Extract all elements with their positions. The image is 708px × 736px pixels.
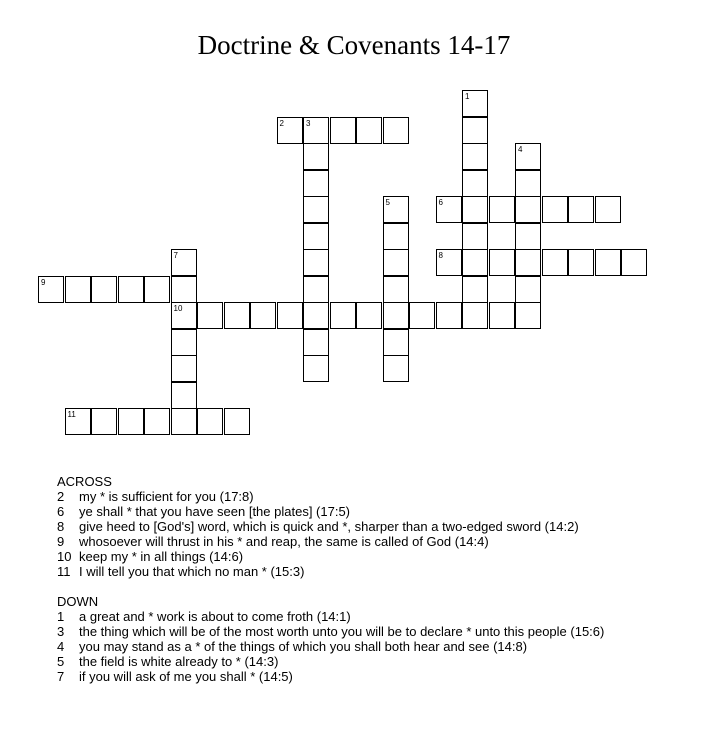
grid-cell[interactable]: [489, 249, 515, 276]
grid-cell[interactable]: [409, 302, 435, 329]
grid-cell[interactable]: [542, 196, 568, 223]
clue-text: you may stand as a * of the things of which you shall both hear and see (14:8): [79, 639, 528, 654]
puzzle-title: Doctrine & Covenants 14-17: [197, 30, 511, 60]
clue-text: give heed to [God's] word, which is quick and *, sharper than a two-edged sword (14:2): [79, 519, 579, 534]
grid-cell[interactable]: [489, 302, 515, 329]
grid-cell[interactable]: [621, 249, 647, 276]
down-clue: [57, 639, 677, 654]
clue-text: my * is sufficient for you (17:8): [79, 489, 254, 504]
down-clue: [57, 609, 677, 624]
grid-cell[interactable]: [462, 117, 488, 144]
grid-cell[interactable]: [383, 329, 409, 356]
grid-cell[interactable]: [303, 143, 329, 170]
grid-cell[interactable]: [462, 196, 488, 223]
grid-cell[interactable]: [595, 249, 621, 276]
grid-cell[interactable]: [65, 408, 91, 435]
grid-cell[interactable]: [436, 249, 462, 276]
down-clue: [57, 654, 677, 669]
across-heading: ACROSS: [57, 474, 112, 489]
grid-cell[interactable]: [144, 276, 170, 303]
grid-cell[interactable]: [515, 302, 541, 329]
grid-cell[interactable]: [383, 223, 409, 250]
clue-number: 9: [57, 534, 65, 549]
grid-cell[interactable]: [277, 117, 303, 144]
across-clue: [57, 534, 677, 549]
grid-cell[interactable]: [118, 408, 144, 435]
grid-cell[interactable]: [171, 408, 197, 435]
clue-text: the field is white already to * (14:3): [79, 654, 279, 669]
grid-cell[interactable]: [171, 249, 197, 276]
grid-cell[interactable]: [462, 302, 488, 329]
grid-cell[interactable]: [489, 196, 515, 223]
grid-cell[interactable]: [515, 170, 541, 197]
grid-cell[interactable]: [462, 223, 488, 250]
clue-text: if you will ask of me you shall * (14:5): [79, 669, 293, 684]
grid-cell[interactable]: [383, 196, 409, 223]
grid-cell[interactable]: [383, 276, 409, 303]
grid-cell[interactable]: [462, 249, 488, 276]
grid-cell[interactable]: [118, 276, 144, 303]
grid-cell[interactable]: [171, 276, 197, 303]
clue-number: 5: [57, 654, 65, 669]
grid-cell[interactable]: [303, 223, 329, 250]
cell-number: 3: [306, 118, 311, 128]
grid-cell[interactable]: [383, 117, 409, 144]
grid-cell[interactable]: [303, 329, 329, 356]
clue-text: I will tell you that which no man * (15:3): [79, 564, 305, 579]
grid-cell[interactable]: [330, 117, 356, 144]
grid-cell[interactable]: [171, 302, 197, 329]
grid-cell[interactable]: [462, 276, 488, 303]
grid-cell[interactable]: [356, 302, 382, 329]
grid-cell[interactable]: [277, 302, 303, 329]
grid-cell[interactable]: [515, 196, 541, 223]
grid-cell[interactable]: [383, 355, 409, 382]
grid-cell[interactable]: [303, 117, 329, 144]
grid-cell[interactable]: [303, 249, 329, 276]
cell-number: 8: [438, 251, 443, 260]
grid-cell[interactable]: [91, 276, 117, 303]
clue-text: the thing which will be of the most worth unto you will be to declare * unto this people (15:6): [79, 624, 605, 639]
grid-cell[interactable]: [436, 196, 462, 223]
grid-cell[interactable]: [303, 276, 329, 303]
down-clues: [57, 609, 677, 684]
clue-text: keep my * in all things (14:6): [79, 549, 244, 564]
grid-cell[interactable]: [515, 223, 541, 250]
across-clues: [57, 489, 677, 579]
cell-number: 9: [41, 277, 46, 287]
grid-cell[interactable]: [383, 302, 409, 329]
grid-cell[interactable]: [436, 302, 462, 329]
clue-list: [57, 474, 677, 684]
clue-text: ye shall * that you have seen [the plates] (17:5): [79, 504, 351, 519]
clue-text: a great and * work is about to come froth (14:1): [79, 609, 351, 624]
grid-cell[interactable]: [197, 302, 223, 329]
grid-cell[interactable]: [250, 302, 276, 329]
across-clue: [57, 489, 677, 504]
grid-cell[interactable]: [224, 408, 250, 435]
grid-cell[interactable]: [171, 382, 197, 409]
grid-cell[interactable]: [462, 143, 488, 170]
clue-number: 4: [57, 639, 65, 654]
grid-cell[interactable]: [568, 196, 594, 223]
clue-number: 6: [57, 504, 65, 519]
cell-number: 4: [518, 145, 523, 154]
cell-number: 1: [465, 92, 470, 101]
grid-cell[interactable]: [383, 249, 409, 276]
across-clue: [57, 504, 677, 519]
clue-number: 3: [57, 624, 65, 639]
grid-cell[interactable]: [224, 302, 250, 329]
cell-number: 7: [173, 251, 178, 260]
clue-number: 2: [57, 489, 65, 504]
cell-number: 10: [173, 304, 183, 313]
grid-cell[interactable]: [515, 143, 541, 170]
grid-cell[interactable]: [197, 408, 223, 435]
grid-cell[interactable]: [515, 276, 541, 303]
grid-cell[interactable]: [303, 355, 329, 382]
grid-cell[interactable]: [303, 302, 329, 329]
clue-number: 7: [57, 669, 65, 684]
grid-cell[interactable]: [542, 249, 568, 276]
cell-number: 11: [67, 410, 76, 419]
across-clue: [57, 519, 677, 534]
grid-cell[interactable]: [171, 355, 197, 382]
grid-cell[interactable]: [462, 90, 488, 117]
across-clue: [57, 564, 677, 579]
cell-number: 6: [438, 198, 443, 207]
grid-cell[interactable]: [330, 302, 356, 329]
down-heading: DOWN: [57, 594, 99, 609]
cell-number: 5: [385, 198, 390, 207]
grid-cell[interactable]: [144, 408, 170, 435]
across-clue: [57, 549, 677, 564]
clue-number: 1: [57, 609, 65, 624]
grid-cell[interactable]: [91, 408, 117, 435]
grid-cell[interactable]: [356, 117, 382, 144]
clue-number: 8: [57, 519, 65, 534]
down-clue: [57, 624, 677, 639]
cell-number: 2: [279, 118, 284, 128]
clue-text: whosoever will thrust in his * and reap, the same is called of God (14:4): [79, 534, 489, 549]
grid-cell[interactable]: [303, 170, 329, 197]
grid-cell[interactable]: [462, 170, 488, 197]
grid-cell[interactable]: [303, 196, 329, 223]
clue-number: 11: [57, 564, 71, 579]
down-clue: [57, 669, 677, 684]
grid-cell[interactable]: [568, 249, 594, 276]
grid-cell[interactable]: [65, 276, 91, 303]
grid-cell[interactable]: [515, 249, 541, 276]
grid-cell[interactable]: [595, 196, 621, 223]
grid-cell[interactable]: [171, 329, 197, 356]
grid-cell[interactable]: [38, 276, 64, 303]
clue-number: 10: [57, 549, 72, 564]
